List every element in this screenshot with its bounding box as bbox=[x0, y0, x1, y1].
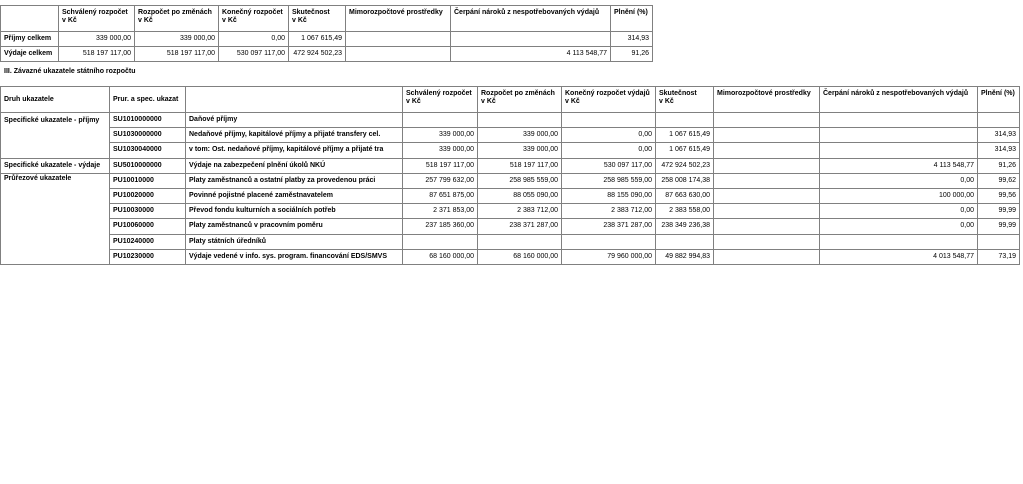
summary-header-extra-budget bbox=[346, 6, 451, 32]
table-row bbox=[1, 204, 1020, 219]
summary-row-label: Příjmy celkem bbox=[1, 32, 59, 47]
cell-actual bbox=[656, 113, 714, 128]
cell-final: 2 383 712,00 bbox=[562, 204, 656, 219]
header-indicator-name bbox=[186, 87, 403, 113]
group-label-crosscutting: Průřezové ukazatele bbox=[1, 173, 110, 264]
cell-final: 88 155 090,00 bbox=[562, 188, 656, 203]
cell-unspent-claims bbox=[820, 234, 978, 249]
header-extra-budget-text: Mimorozpočtové prostředky bbox=[717, 90, 811, 97]
cell-fulfillment: 314,93 bbox=[978, 143, 1020, 158]
row-code: SU1030040000 bbox=[110, 143, 186, 158]
cell-fulfillment: 99,99 bbox=[978, 204, 1020, 219]
table-row bbox=[1, 188, 1020, 203]
header-approved bbox=[403, 87, 478, 113]
header-extra-budget bbox=[714, 87, 820, 113]
row-name: Převod fondu kulturních a sociálních potřeb bbox=[186, 204, 403, 219]
cell-amended: 2 383 712,00 bbox=[478, 204, 562, 219]
summary-header-amended bbox=[135, 6, 219, 32]
cell-amended: 258 985 559,00 bbox=[478, 173, 562, 188]
table-row bbox=[1, 234, 1020, 249]
group-label-revenue: Specifické ukazatele - příjmy bbox=[1, 113, 110, 159]
row-name: Daňové příjmy bbox=[186, 113, 403, 128]
header-unspent-claims bbox=[820, 87, 978, 113]
header-actual bbox=[656, 87, 714, 113]
cell-fulfillment: 99,62 bbox=[978, 173, 1020, 188]
cell-unspent-claims bbox=[820, 128, 978, 143]
indicators-header-row bbox=[1, 87, 1020, 113]
summary-header-approved bbox=[59, 6, 135, 32]
header-final bbox=[562, 87, 656, 113]
cell-actual: 49 882 994,83 bbox=[656, 249, 714, 264]
summary-header-blank bbox=[1, 6, 59, 32]
header-unspent-claims-text: Čerpání nároků z nespotřebovaných výdajů bbox=[823, 90, 969, 97]
cell-unspent-claims: 100 000,00 bbox=[820, 188, 978, 203]
cell-final: 79 960 000,00 bbox=[562, 249, 656, 264]
summary-cell-final: 530 097 117,00 bbox=[219, 47, 289, 62]
cell-amended: 238 371 287,00 bbox=[478, 219, 562, 234]
row-name: Nedaňové příjmy, kapitálové příjmy a přijaté transfery cel. bbox=[186, 128, 403, 143]
row-code: SU1010000000 bbox=[110, 113, 186, 128]
cell-approved bbox=[403, 113, 478, 128]
header-indicator-code-text: Prur. a spec. ukazat bbox=[113, 95, 179, 103]
cell-approved: 237 185 360,00 bbox=[403, 219, 478, 234]
cell-actual: 238 349 236,38 bbox=[656, 219, 714, 234]
cell-approved: 518 197 117,00 bbox=[403, 158, 478, 173]
summary-header-actual-text: Skutečnost v Kč bbox=[292, 9, 330, 24]
table-row bbox=[1, 249, 1020, 264]
cell-extra-budget bbox=[714, 113, 820, 128]
cell-fulfillment: 99,99 bbox=[978, 219, 1020, 234]
header-indicator-type bbox=[1, 87, 110, 113]
cell-unspent-claims: 4 113 548,77 bbox=[820, 158, 978, 173]
summary-cell-approved: 518 197 117,00 bbox=[59, 47, 135, 62]
cell-final: 258 985 559,00 bbox=[562, 173, 656, 188]
summary-cell-extra-budget bbox=[346, 47, 451, 62]
cell-approved: 87 651 875,00 bbox=[403, 188, 478, 203]
cell-actual: 87 663 630,00 bbox=[656, 188, 714, 203]
cell-approved: 339 000,00 bbox=[403, 128, 478, 143]
section-title: III. Závazné ukazatele státního rozpočtu bbox=[4, 68, 136, 75]
row-name: Výdaje vedené v info. sys. program. financování EDS/SMVS bbox=[186, 249, 403, 264]
row-code: PU10030000 bbox=[110, 204, 186, 219]
header-actual-text: Skutečnost v Kč bbox=[659, 90, 697, 105]
row-name: Povinné pojistné placené zaměstnavatelem bbox=[186, 188, 403, 203]
summary-cell-unspent-claims: 4 113 548,77 bbox=[451, 47, 611, 62]
header-fulfillment-text: Plnění (%) bbox=[981, 90, 1015, 97]
row-code: PU10020000 bbox=[110, 188, 186, 203]
cell-unspent-claims: 4 013 548,77 bbox=[820, 249, 978, 264]
header-indicator-type-text: Druh ukazatele bbox=[4, 95, 54, 103]
summary-cell-amended: 518 197 117,00 bbox=[135, 47, 219, 62]
cell-final bbox=[562, 113, 656, 128]
header-approved-text: Schválený rozpočet v Kč bbox=[406, 90, 472, 105]
cell-actual: 258 008 174,38 bbox=[656, 173, 714, 188]
cell-extra-budget bbox=[714, 188, 820, 203]
cell-unspent-claims bbox=[820, 143, 978, 158]
cell-final: 530 097 117,00 bbox=[562, 158, 656, 173]
cell-approved: 68 160 000,00 bbox=[403, 249, 478, 264]
cell-fulfillment: 99,56 bbox=[978, 188, 1020, 203]
summary-cell-fulfillment: 314,93 bbox=[611, 32, 653, 47]
summary-cell-final: 0,00 bbox=[219, 32, 289, 47]
cell-extra-budget bbox=[714, 158, 820, 173]
cell-amended: 339 000,00 bbox=[478, 143, 562, 158]
header-amended bbox=[478, 87, 562, 113]
summary-header-row bbox=[1, 6, 653, 32]
summary-header-actual bbox=[289, 6, 346, 32]
cell-amended bbox=[478, 113, 562, 128]
row-name: v tom: Ost. nedaňové příjmy, kapitálové příjmy a přijaté tra bbox=[186, 143, 403, 158]
cell-fulfillment bbox=[978, 113, 1020, 128]
summary-cell-actual: 472 924 502,23 bbox=[289, 47, 346, 62]
group-label-expenditure: Specifické ukazatele - výdaje bbox=[1, 158, 110, 173]
cell-amended: 518 197 117,00 bbox=[478, 158, 562, 173]
cell-unspent-claims: 0,00 bbox=[820, 219, 978, 234]
cell-final: 0,00 bbox=[562, 128, 656, 143]
row-code: SU1030000000 bbox=[110, 128, 186, 143]
cell-fulfillment bbox=[978, 234, 1020, 249]
summary-header-fulfillment-text: Plnění (%) bbox=[614, 9, 648, 16]
cell-approved: 2 371 853,00 bbox=[403, 204, 478, 219]
header-indicator-code bbox=[110, 87, 186, 113]
cell-extra-budget bbox=[714, 128, 820, 143]
summary-header-final bbox=[219, 6, 289, 32]
cell-actual bbox=[656, 234, 714, 249]
cell-extra-budget bbox=[714, 219, 820, 234]
summary-cell-fulfillment: 91,26 bbox=[611, 47, 653, 62]
cell-final: 238 371 287,00 bbox=[562, 219, 656, 234]
cell-approved: 339 000,00 bbox=[403, 143, 478, 158]
cell-extra-budget bbox=[714, 204, 820, 219]
row-code: SU5010000000 bbox=[110, 158, 186, 173]
summary-header-fulfillment bbox=[611, 6, 653, 32]
cell-actual: 472 924 502,23 bbox=[656, 158, 714, 173]
cell-unspent-claims: 0,00 bbox=[820, 173, 978, 188]
cell-approved bbox=[403, 234, 478, 249]
header-final-text: Konečný rozpočet výdajů v Kč bbox=[565, 90, 650, 105]
header-fulfillment bbox=[978, 87, 1020, 113]
table-row bbox=[1, 128, 1020, 143]
cell-fulfillment: 91,26 bbox=[978, 158, 1020, 173]
cell-final: 0,00 bbox=[562, 143, 656, 158]
cell-unspent-claims bbox=[820, 113, 978, 128]
cell-extra-budget bbox=[714, 249, 820, 264]
cell-fulfillment: 314,93 bbox=[978, 128, 1020, 143]
summary-row-expenditure bbox=[1, 47, 653, 62]
table-row bbox=[1, 173, 1020, 188]
summary-cell-extra-budget bbox=[346, 32, 451, 47]
cell-amended: 68 160 000,00 bbox=[478, 249, 562, 264]
cell-approved: 257 799 632,00 bbox=[403, 173, 478, 188]
indicators-table bbox=[0, 86, 1020, 265]
table-row bbox=[1, 219, 1020, 234]
cell-extra-budget bbox=[714, 143, 820, 158]
summary-header-unspent-claims-text: Čerpání nároků z nespotřebovaných výdajů bbox=[454, 9, 600, 16]
cell-extra-budget bbox=[714, 173, 820, 188]
row-code: PU10060000 bbox=[110, 219, 186, 234]
row-name: Výdaje na zabezpečení plnění úkolů NKÚ bbox=[186, 158, 403, 173]
row-name: Platy zaměstnanců v pracovním poměru bbox=[186, 219, 403, 234]
summary-header-extra-budget-text: Mimorozpočtové prostředky bbox=[349, 9, 443, 16]
summary-header-unspent-claims bbox=[451, 6, 611, 32]
row-code: PU10240000 bbox=[110, 234, 186, 249]
cell-actual: 2 383 558,00 bbox=[656, 204, 714, 219]
row-code: PU10010000 bbox=[110, 173, 186, 188]
table-row bbox=[1, 143, 1020, 158]
summary-cell-actual: 1 067 615,49 bbox=[289, 32, 346, 47]
row-name: Platy státních úředníků bbox=[186, 234, 403, 249]
cell-final bbox=[562, 234, 656, 249]
cell-actual: 1 067 615,49 bbox=[656, 128, 714, 143]
row-code: PU10230000 bbox=[110, 249, 186, 264]
summary-cell-approved: 339 000,00 bbox=[59, 32, 135, 47]
row-name: Platy zaměstnanců a ostatní platby za provedenou práci bbox=[186, 173, 403, 188]
summary-row-revenue bbox=[1, 32, 653, 47]
summary-header-approved-text: Schválený rozpočet v Kč bbox=[62, 9, 128, 24]
cell-amended: 339 000,00 bbox=[478, 128, 562, 143]
summary-row-label: Výdaje celkem bbox=[1, 47, 59, 62]
header-amended-text: Rozpočet po změnách v Kč bbox=[481, 90, 555, 105]
summary-header-amended-text: Rozpočet po změnách v Kč bbox=[138, 9, 212, 24]
cell-amended bbox=[478, 234, 562, 249]
summary-table bbox=[0, 5, 653, 62]
summary-header-final-text: Konečný rozpočet v Kč bbox=[222, 9, 283, 24]
table-row bbox=[1, 158, 1020, 173]
cell-actual: 1 067 615,49 bbox=[656, 143, 714, 158]
summary-cell-unspent-claims bbox=[451, 32, 611, 47]
cell-unspent-claims: 0,00 bbox=[820, 204, 978, 219]
table-row bbox=[1, 113, 1020, 128]
cell-extra-budget bbox=[714, 234, 820, 249]
cell-fulfillment: 73,19 bbox=[978, 249, 1020, 264]
summary-cell-amended: 339 000,00 bbox=[135, 32, 219, 47]
cell-amended: 88 055 090,00 bbox=[478, 188, 562, 203]
